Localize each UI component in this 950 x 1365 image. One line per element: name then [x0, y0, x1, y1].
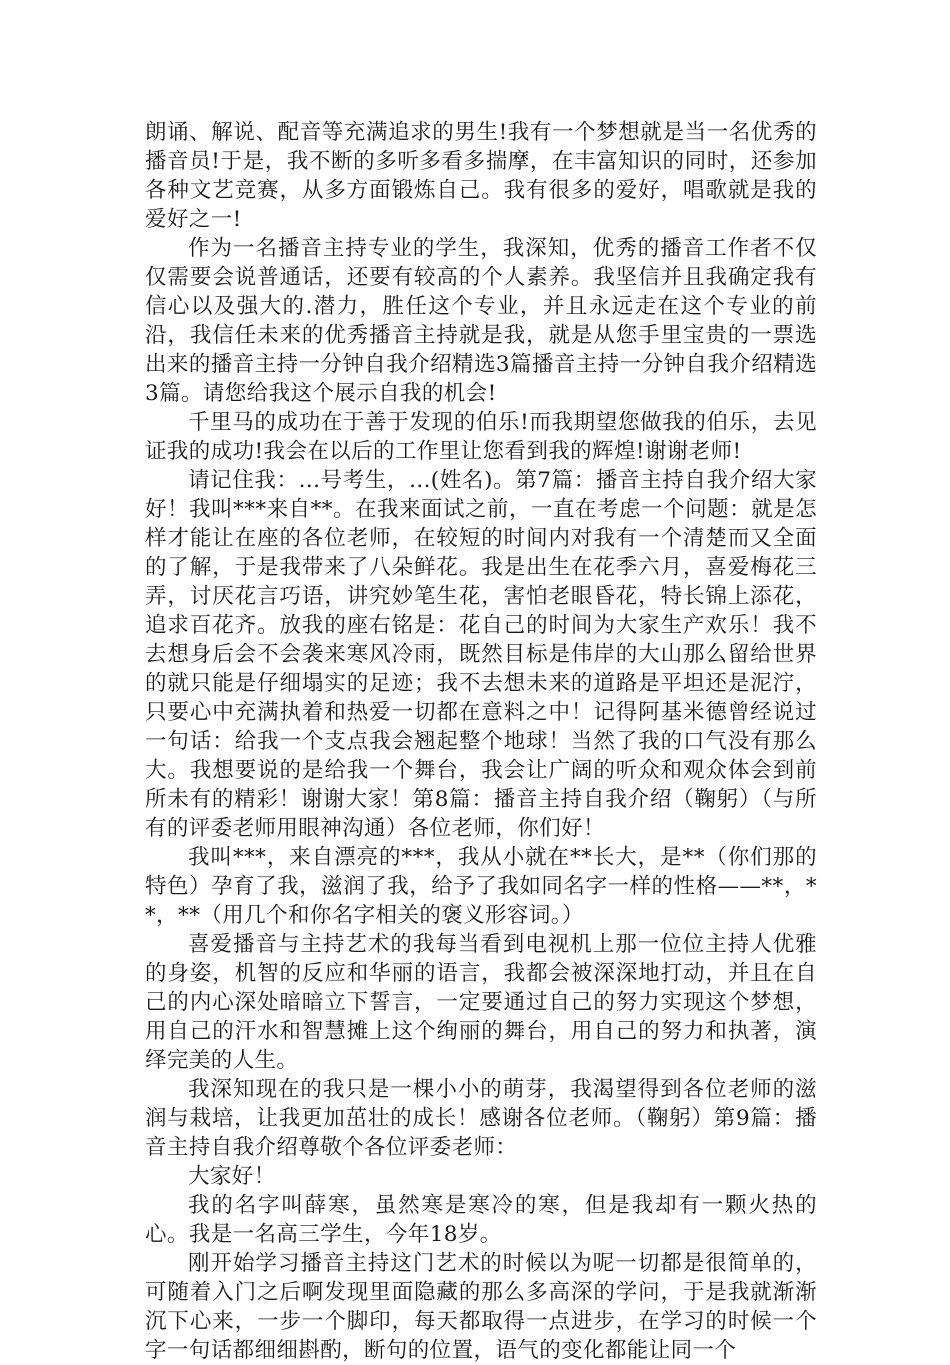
paragraph-3: 千里马的成功在于善于发现的伯乐!而我期望您做我的伯乐，去见证我的成功!我会在以后的工作里让您看到我的辉煌!谢谢老师!	[145, 410, 817, 464]
paragraph-8: 大家好！	[188, 1164, 276, 1189]
paragraph-4: 请记住我：...号考生，...(姓名)。第7篇：播音主持自我介绍大家好！我叫***来自**。在我来面试之前，一直在考虑一个问题：就是怎样才能让在座的各位老师，在较短的时间内对我有一个清楚而又全面的了解，于是我带来了八朵鲜花。我是出生在花季六月，喜爱梅花三弄，讨厌花言巧语，讲究妙笔生花，害怕老眼昏花，特长锦上添花，追求百花齐。放我的座右铭是：花自己的时间为大家生产欢乐！我不去想身后会不会袭来寒风冷雨，既然目标是伟岸的大山那么留给世界的就只能是仔细塌实的足迹；我不去想未来的道路是平坦还是泥泞，只要心中充满执着和热爱一切都在意料之中！记得阿基米德曾经说过一句话：给我一个支点我会翘起整个地球！当然了我的口气没有那么大。我想要说的是给我一个舞台，我会让广阔的听众和观众体会到前所未有的精彩！谢谢大家！第8篇：播音主持自我介绍（鞠躬）（与所有的评委老师用眼神沟通）各位老师，你们好！	[145, 468, 817, 841]
paragraph-1: 朗诵、解说、配音等充满追求的男生!我有一个梦想就是当一名优秀的播音员!于是，我不断的多听多看多揣摩，在丰富知识的同时，还参加各种文艺竞赛，从多方面锻炼自己。我有很多的爱好，唱歌就是我的爱好之一!	[145, 120, 817, 232]
paragraph-5: 我叫***，来自漂亮的***，我从小就在**长大，是**（你们那的特色）孕育了我，滋润了我，给予了我如同名字一样的性格——**，**，**（用几个和你名字相关的褒义形容词。）	[145, 845, 817, 928]
paragraph-9: 我的名字叫薛寒，虽然寒是寒冷的寒，但是我却有一颗火热的心。我是一名高三学生，今年18岁。	[145, 1193, 817, 1247]
document-body	[145, 118, 817, 1365]
paragraph-6: 喜爱播音与主持艺术的我每当看到电视机上那一位位主持人优雅的身姿，机智的反应和华丽的语言，我都会被深深地打动，并且在自己的内心深处暗暗立下誓言，一定要通过自己的努力实现这个梦想，用自己的汗水和智慧摊上这个绚丽的舞台，用自己的努力和执著，演绎完美的人生。	[145, 932, 817, 1073]
paragraph-7: 我深知现在的我只是一棵小小的萌芽，我渴望得到各位老师的滋润与栽培，让我更加茁壮的成长！感谢各位老师。（鞠躬）第9篇：播音主持自我介绍尊敬个各位评委老师：	[145, 1077, 817, 1160]
paragraph-2: 作为一名播音主持专业的学生，我深知，优秀的播音工作者不仅仅需要会说普通话，还要有较高的个人素养。我坚信并且我确定我有信心以及强大的.潜力，胜任这个专业，并且永远走在这个专业的前沿，我信任未来的优秀播音主持就是我，就是从您手里宝贵的一票选出来的播音主持一分钟自我介绍精选3篇播音主持一分钟自我介绍精选3篇。请您给我这个展示自我的机会!	[145, 236, 817, 406]
paragraph-10: 刚开始学习播音主持这门艺术的时候以为呢一切都是很简单的，可随着入门之后啊发现里面隐藏的那么多高深的学问，于是我就渐渐沉下心来，一步一个脚印，每天都取得一点进步，在学习的时候一个字一句话都细细斟酌，断句的位置，语气的变化都能让同一个	[145, 1251, 817, 1363]
